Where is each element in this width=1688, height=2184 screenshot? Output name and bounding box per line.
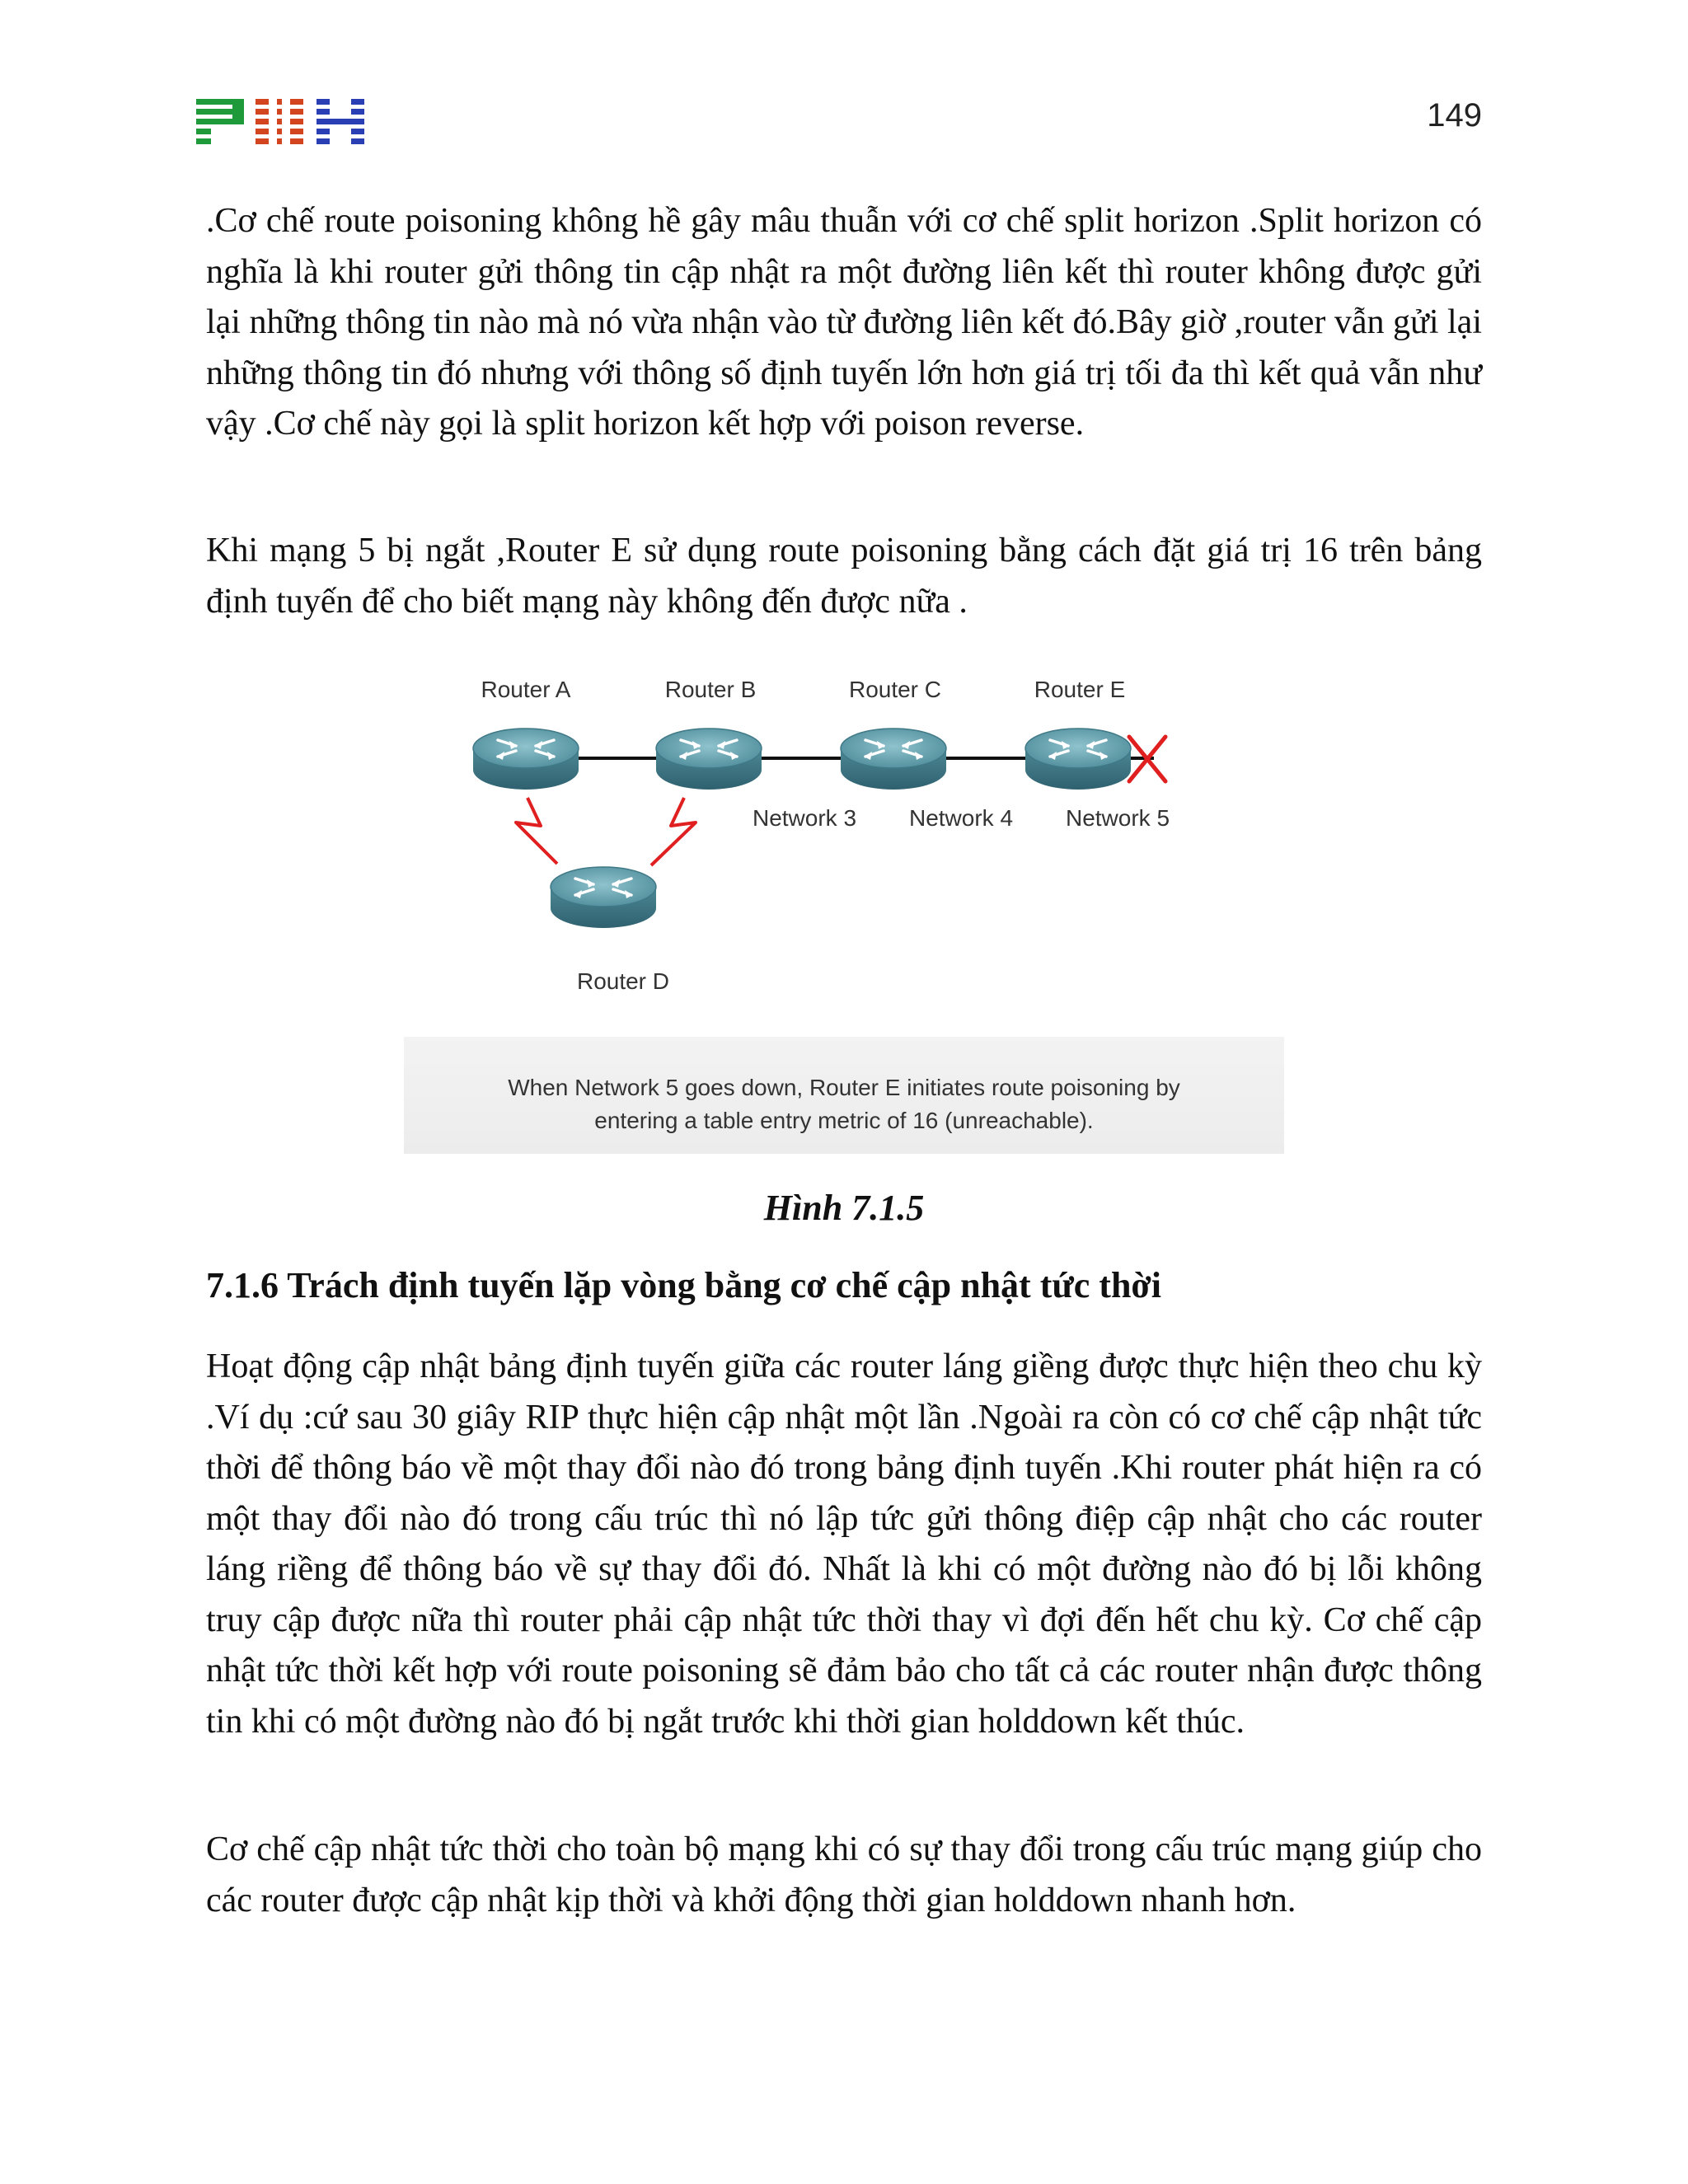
network-4-label: Network 4: [908, 805, 1014, 831]
router-d-label: Router D: [576, 968, 670, 994]
pnh-logo: [196, 99, 364, 147]
router-b-label: Router B: [664, 677, 757, 702]
router-c-icon: [841, 729, 946, 790]
figure-title: Hình 7.1.5: [763, 1188, 925, 1228]
serial-link-a-d: [516, 798, 557, 864]
router-d-icon: [551, 867, 656, 928]
page-number: 149: [1427, 97, 1482, 134]
network-3-label: Network 3: [752, 805, 857, 831]
router-e-icon: [1025, 729, 1131, 790]
paragraph-split-horizon: .Cơ chế route poisoning không hề gây mâu thuẫn với cơ chế split horizon .Split horizon có nghĩa là khi router gửi thông tin cập nhật ra một đường liên kết thì router không được gửi lại những thông tin nào mà nó vừa nhận vào từ đường liên kết đó.Bây giờ ,router vẫn gửi lại những thông tin đó nhưng với thông số định tuyến lớn hơn giá trị tối đa thì kết quả vẫn như vậy .Cơ chế này gọi là split horizon kết hợp với poison reverse.: [206, 202, 1482, 443]
paragraph-network5-down: Khi mạng 5 bị ngắt ,Router E sử dụng route poisoning bằng cách đặt giá trị 16 trên bảng định tuyến để cho biết mạng này không đến được nữa .: [206, 532, 1482, 621]
router-c-label: Router C: [848, 677, 942, 702]
router-e-label: Router E: [1034, 677, 1126, 702]
figure-caption-line-2: entering a table entry metric of 16 (unreachable).: [594, 1108, 1094, 1133]
section-heading: 7.1.6 Trách định tuyến lặp vòng bằng cơ chế cập nhật tức thời: [206, 1265, 1161, 1305]
serial-link-b-d: [651, 798, 696, 865]
router-a-label: Router A: [481, 677, 571, 702]
paragraph-triggered-updates: Hoạt động cập nhật bảng định tuyến giữa các router láng giềng được thực hiện theo chu kỳ .Ví dụ :cứ sau 30 giây RIP thực hiện cập nhật một lần .Ngoài ra còn có cơ chế cập nhật tức thời để thông báo về một thay đổi nào đó trong bảng định tuyến .Khi router phát hiện ra có một thay đổi nào đó trong cấu trúc thì nó lập tức gửi thông điệp cập nhật cho các router láng riềng để thông báo về sự thay đổi đó. Nhất là khi có một đường nào đó bị lỗi không truy cập được nữa thì router phải cập nhật tức thời thay vì đợi đến hết chu kỳ. Cơ chế cập nhật tức thời kết hợp với route poisoning sẽ đảm bảo cho tất cả các router nhận được thông tin khi có một đường nào đó bị ngắt trước khi thời gian holddown kết thúc.: [206, 1347, 1482, 1741]
paragraph-triggered-updates-summary: Cơ chế cập nhật tức thời cho toàn bộ mạng khi có sự thay đổi trong cấu trúc mạng giúp cho các router được cập nhật kịp thời và khởi động thời gian holddown nhanh hơn.: [206, 1830, 1482, 1919]
router-a-icon: [473, 729, 579, 790]
figure-caption-line-1: When Network 5 goes down, Router E initiates route poisoning by: [508, 1075, 1180, 1100]
figure-caption: [445, 1071, 1243, 1137]
network-5-label: Network 5: [1065, 805, 1170, 831]
router-b-icon: [656, 729, 762, 790]
